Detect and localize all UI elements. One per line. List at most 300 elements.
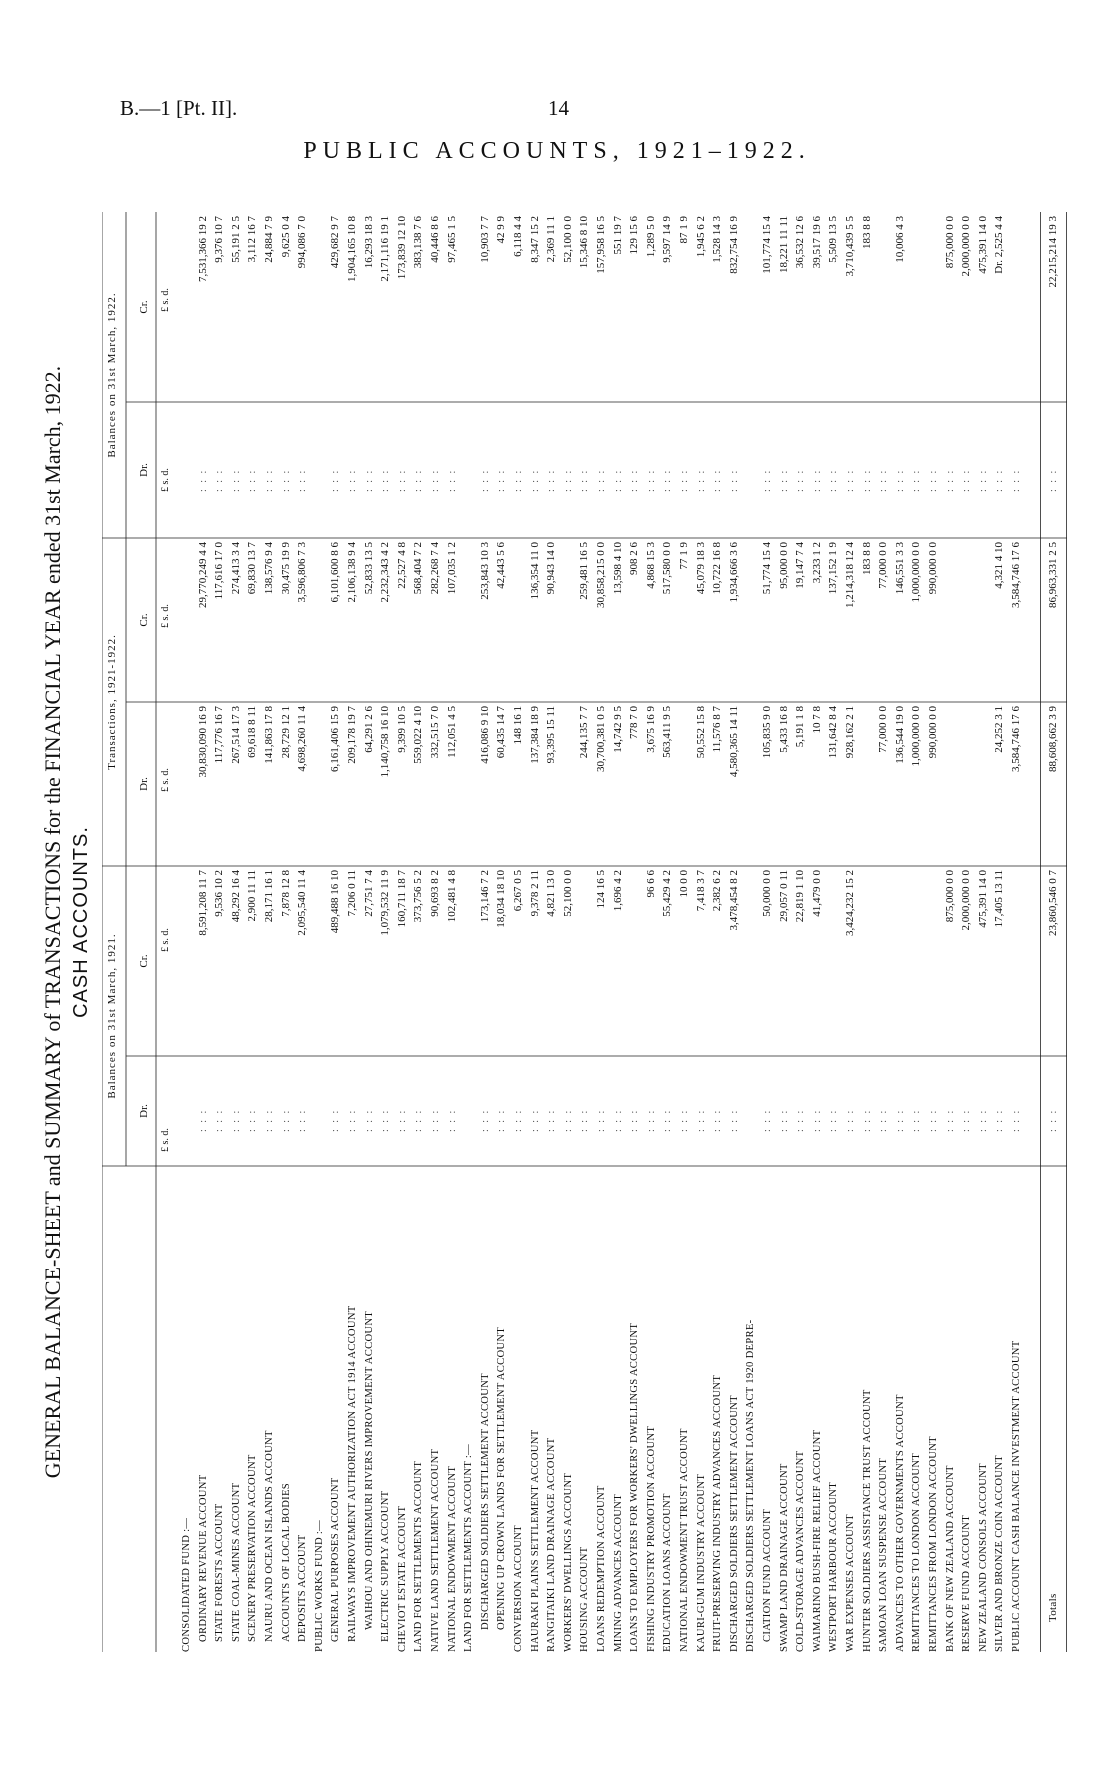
cell-b21cr: 27,751 7 4 [362, 870, 375, 917]
dr-placeholder-dots: : : : [330, 1108, 342, 1132]
dr-placeholder-dots: : : : [1047, 468, 1059, 492]
col-b21-cr: Cr. [138, 954, 150, 968]
page-title: PUBLIC ACCOUNTS, 1921–1922. [303, 138, 811, 164]
dr-placeholder-dots: : : : [629, 468, 641, 492]
dr-placeholder-dots: : : : [363, 468, 375, 492]
cell-b22cr: 42 9 9 [495, 216, 508, 244]
cell-tdr: 30,830,090 16 9 [196, 706, 209, 778]
cell-tdr: 416,086 9 10 [478, 706, 491, 764]
row-label: SWAMP LAND DRAINAGE ACCOUNT [778, 1463, 790, 1652]
dr-placeholder-dots: : : : [944, 468, 956, 492]
cell-tdr: 4,580,365 14 11 [727, 706, 740, 778]
row-label: LAND FOR SETTLEMENTS ACCOUNT [413, 1460, 425, 1652]
dr-placeholder-dots: : : : [944, 1108, 956, 1132]
cell-b22cr: 5,509 13 5 [827, 216, 840, 263]
cell-b21cr: 7,206 0 11 [346, 870, 358, 917]
cell-tdr: 990,000 0 0 [927, 706, 939, 759]
dr-placeholder-dots: : : : [845, 1108, 856, 1132]
cell-b21cr: 160,711 18 7 [395, 870, 408, 928]
cell-b21cr: 90,693 8 2 [429, 870, 441, 917]
cell-b22cr: 10,903 7 7 [478, 216, 491, 263]
row-label: RAILWAYS IMPROVEMENT AUTHORIZATION ACT 1914 ACCOUNT [347, 1305, 358, 1642]
dr-placeholder-dots: : : : [762, 468, 773, 492]
cell-tdr: 112,051 4 5 [445, 706, 458, 758]
row-label: WAR EXPENSES ACCOUNT [845, 1514, 856, 1652]
dr-placeholder-dots: : : : [712, 1108, 724, 1132]
cell-b21cr: 173,146 7 2 [478, 870, 491, 923]
cell-b21cr: 52,100 0 0 [561, 870, 574, 917]
balance-sheet-title: GENERAL BALANCE-SHEET and SUMMARY of TRANSACTIONS for the FINANCIAL YEAR ended 31st March, 1922. [40, 365, 65, 1479]
dr-placeholder-dots: : : : [762, 1108, 773, 1132]
cell-b22cr: 101,774 15 4 [761, 216, 773, 274]
cell-b21cr: 17,405 13 11 [993, 870, 1006, 928]
dr-placeholder-dots: : : : [529, 468, 541, 492]
dr-placeholder-dots: : : : [679, 468, 690, 492]
row-label: HOUSING ACCOUNT [579, 1546, 591, 1652]
dr-placeholder-dots: : : : [264, 468, 275, 492]
cell-tdr: 131,642 8 4 [827, 706, 840, 759]
dr-placeholder-dots: : : : [230, 468, 242, 492]
dr-placeholder-dots: : : : [430, 468, 441, 492]
col-trans-dr: Dr. [138, 777, 150, 791]
row-label: FISHING INDUSTRY PROMOTION ACCOUNT [645, 1425, 657, 1652]
cell-tcr: 42,443 5 6 [495, 542, 508, 589]
row-label: LAND FOR SETTLEMENTS ACCOUNT :— [463, 1443, 475, 1652]
row-label: NATIVE LAND SETTLEMENT ACCOUNT [430, 1448, 441, 1652]
cell-tcr: 517,580 0 0 [661, 542, 674, 595]
dr-placeholder-dots: : : : [546, 468, 558, 492]
row-label: HAURAKI PLAINS SETTLEMENT ACCOUNT [529, 1429, 541, 1652]
cell-tdr: 14,742 9 5 [611, 706, 624, 753]
cell-tdr: 6,161,406 15 9 [329, 706, 342, 772]
cell-b22cr: 2,171,116 19 1 [379, 216, 392, 282]
dr-placeholder-dots: : : : [513, 468, 524, 492]
cell-tcr: 95,000 0 0 [777, 542, 790, 589]
currency-b21-dr: £ s. d. [160, 1128, 171, 1152]
dr-placeholder-dots: : : : [911, 1108, 923, 1132]
dr-placeholder-dots: : : : [861, 1108, 873, 1132]
row-label: ELECTRIC SUPPLY ACCOUNT [380, 1490, 392, 1642]
row-label: ADVANCES TO OTHER GOVERNMENTS ACCOUNT [894, 1394, 906, 1652]
cell-b21cr: 475,391 14 0 [976, 870, 989, 928]
row-label: DEPOSITS ACCOUNT [297, 1534, 309, 1642]
dr-placeholder-dots: : : : [695, 1108, 707, 1132]
row-label: STATE COAL-MINES ACCOUNT [230, 1482, 242, 1642]
dr-placeholder-dots: : : : [894, 468, 906, 492]
cell-tcr: 1,934,666 3 6 [727, 542, 740, 603]
dr-placeholder-dots: : : : [911, 468, 923, 492]
row-label: CIATION FUND ACCOUNT [762, 1508, 773, 1642]
dr-placeholder-dots: : : : [446, 1108, 458, 1132]
col-b21-dr: Dr. [138, 1104, 150, 1118]
cell-tcr: 3,596,806 7 3 [296, 542, 309, 603]
row-label: SAMOAN LOAN SUSPENSE ACCOUNT [878, 1457, 890, 1652]
cell-b22cr: 1,904,165 10 8 [346, 216, 358, 282]
cell-b22cr: 9,597 14 9 [661, 216, 674, 263]
dr-placeholder-dots: : : : [811, 468, 823, 492]
dr-placeholder-dots: : : : [579, 468, 591, 492]
cell-b22cr: 183 8 8 [860, 216, 873, 249]
cell-b21cr: 8,591,208 11 7 [196, 870, 209, 936]
cell-b21cr: 124 16 5 [595, 870, 607, 909]
cell-b22cr: 129 15 6 [628, 216, 641, 255]
cell-tdr: 4,698,260 11 4 [296, 706, 309, 772]
row-label: MINING ADVANCES ACCOUNT [612, 1494, 624, 1652]
row-label: RANGITAIKI LAND DRAINAGE ACCOUNT [546, 1437, 558, 1652]
cell-tcr: 45,079 18 3 [694, 542, 707, 595]
row-label: PUBLIC WORKS FUND :— [313, 1519, 325, 1652]
cell-b21cr: 55,429 4 2 [661, 870, 674, 917]
row-label: HUNTER SOLDIERS ASSISTANCE TRUST ACCOUNT [861, 1389, 873, 1652]
cell-b21cr: 7,418 3 7 [694, 870, 707, 912]
cell-b22cr: 39,517 19 6 [810, 216, 823, 269]
dr-placeholder-dots: : : : [961, 468, 973, 492]
cell-tdr: 5,191 1 8 [794, 706, 807, 748]
cell-tcr: 77 1 9 [678, 542, 690, 570]
col-trans-cr: Cr. [138, 613, 150, 627]
cell-tdr: 244,135 7 7 [578, 706, 591, 759]
cell-b22cr: 2,000,000 0 0 [960, 216, 973, 277]
cell-tcr: 22,527 4 8 [395, 542, 408, 589]
cell-tcr: 274,413 3 4 [229, 542, 242, 595]
cell-tdr: 332,515 7 0 [429, 706, 441, 759]
cell-tcr: 51,774 15 4 [761, 542, 773, 595]
totals-label: Totals [1046, 1593, 1059, 1622]
dr-placeholder-dots: : : : [845, 468, 856, 492]
cell-tdr: 1,140,758 16 10 [379, 706, 392, 778]
cell-b21cr: 7,878 12 8 [279, 870, 292, 917]
row-label: COLD-STORAGE ADVANCES ACCOUNT [795, 1450, 807, 1652]
cell-b22cr: 87 1 9 [678, 216, 690, 244]
row-label: CHEVIOT ESTATE ACCOUNT [396, 1505, 408, 1652]
cell-tdr: 136,544 19 0 [893, 706, 906, 764]
cell-b21cr: 28,171 16 1 [263, 870, 275, 923]
dr-placeholder-dots: : : : [629, 1108, 641, 1132]
col-b22-cr: Cr. [138, 300, 150, 314]
row-label: LOANS REDEMPTION ACCOUNT [596, 1485, 607, 1652]
dr-placeholder-dots: : : : [280, 1108, 292, 1132]
cell-b21cr: 2,382 6 2 [711, 870, 724, 912]
cell-tdr: 267,514 17 3 [229, 706, 242, 764]
dr-placeholder-dots: : : : [297, 1108, 309, 1132]
cell-b22cr: 9,376 10 7 [213, 216, 226, 263]
cell-tdr: 1,000,000 0 0 [910, 706, 923, 767]
cash-accounts-heading: CASH ACCOUNTS. [70, 826, 92, 1018]
cell-b21cr: 373,756 5 2 [412, 870, 425, 923]
cell-tcr: 30,858,215 0 0 [595, 542, 607, 608]
row-label: WORKERS' DWELLINGS ACCOUNT [562, 1472, 574, 1652]
cell-tcr: 146,551 3 3 [893, 542, 906, 595]
dr-placeholder-dots: : : : [828, 1108, 840, 1132]
cell-tdr: 141,863 17 8 [263, 706, 275, 764]
dr-placeholder-dots: : : : [280, 468, 292, 492]
dr-placeholder-dots: : : : [928, 468, 939, 492]
cell-tcr: 13,598 4 10 [611, 542, 624, 595]
cell-tcr: 107,035 1 2 [445, 542, 458, 595]
dr-placeholder-dots: : : : [529, 1108, 541, 1132]
cell-b22cr: 3,112 16 7 [246, 216, 259, 263]
currency-b21-cr: £ s. d. [160, 928, 171, 952]
cell-tdr: 11,576 8 7 [711, 706, 724, 753]
cell-b21cr: 2,000,000 0 0 [960, 870, 973, 931]
cell-tcr: 30,475 19 9 [279, 542, 292, 595]
dr-placeholder-dots: : : : [230, 1108, 242, 1132]
cell-tdr: 30,700,381 0 5 [595, 706, 607, 772]
cell-b22cr: 994,086 7 0 [296, 216, 309, 269]
cell-b22cr: 36,532 12 6 [794, 216, 807, 269]
cell-tcr: 117,616 17 0 [213, 542, 226, 600]
dr-placeholder-dots: : : : [396, 468, 408, 492]
currency-trans-dr: £ s. d. [160, 768, 171, 792]
cell-tdr: 93,395 15 11 [545, 706, 558, 764]
cell-tcr: 3,584,746 17 6 [1010, 542, 1022, 608]
dr-placeholder-dots: : : : [413, 468, 425, 492]
currency-b22-dr: £ s. d. [160, 468, 171, 492]
dr-placeholder-dots: : : : [214, 1108, 226, 1132]
dr-placeholder-dots: : : : [496, 1108, 508, 1132]
dr-placeholder-dots: : : : [612, 468, 624, 492]
cell-tdr: 3,584,746 17 6 [1010, 706, 1022, 772]
dr-placeholder-dots: : : : [596, 1108, 607, 1132]
cell-b22cr: 157,958 16 5 [595, 216, 607, 274]
row-label: BANK OF NEW ZEALAND ACCOUNT [944, 1465, 956, 1652]
cell-b21cr: 41,479 0 0 [810, 870, 823, 917]
cell-tcr: 282,268 7 4 [429, 542, 441, 595]
cell-tdr: 563,411 9 5 [661, 706, 674, 758]
cell-tcr: 908 2 6 [628, 542, 641, 575]
cell-b22cr: 875,000 0 0 [943, 216, 956, 269]
cell-tcr: 6,101,600 8 6 [329, 542, 342, 603]
dr-placeholder-dots: : : : [562, 468, 574, 492]
header-reference: B.—1 [Pt. II]. [120, 96, 238, 120]
cell-b22cr: 7,531,366 19 2 [196, 216, 209, 282]
cell-b22cr: 18,221 11 11 [777, 216, 790, 273]
cell-tdr: 209,178 19 7 [346, 706, 358, 764]
dr-placeholder-dots: : : : [977, 1108, 989, 1132]
dr-placeholder-dots: : : : [264, 1108, 275, 1132]
cell-b21cr: 9,536 10 2 [213, 870, 226, 917]
cell-b21cr: 3,478,454 8 2 [727, 870, 740, 931]
currency-b22-cr: £ s. d. [160, 288, 171, 312]
cell-b22cr: 2,369 11 1 [545, 216, 558, 263]
cell-b22cr: 16,293 18 3 [362, 216, 375, 269]
cell-tcr: 10,722 16 8 [711, 542, 724, 595]
cell-b22cr: 1,528 14 3 [711, 216, 724, 263]
cell-tcr: 253,843 10 3 [478, 542, 491, 600]
total-tcr: 86,963,331 2 5 [1046, 542, 1059, 608]
total-tdr: 88,608,662 3 9 [1046, 706, 1059, 772]
cell-b22cr: 9,625 0 4 [279, 216, 292, 258]
dr-placeholder-dots: : : : [878, 468, 890, 492]
row-label: ORDINARY REVENUE ACCOUNT [197, 1474, 209, 1642]
cell-tdr: 559,022 4 10 [412, 706, 425, 764]
dr-placeholder-dots: : : : [695, 468, 707, 492]
cell-b22cr: 1,289 5 0 [644, 216, 657, 258]
cell-b22cr: 52,100 0 0 [561, 216, 574, 263]
dr-placeholder-dots: : : : [612, 1108, 624, 1132]
dr-placeholder-dots: : : : [645, 468, 657, 492]
row-label: CONVERSION ACCOUNT [513, 1525, 524, 1652]
row-label: NEW ZEALAND CONSOLS ACCOUNT [977, 1463, 989, 1652]
total-b21cr: 23,860,546 0 7 [1046, 870, 1059, 936]
cell-tdr: 10 7 8 [810, 706, 823, 734]
cell-b22cr: 429,682 9 7 [329, 216, 342, 269]
dr-placeholder-dots: : : : [197, 468, 209, 492]
group-header-1921: Balances on 31st March, 1921. [106, 933, 118, 1099]
dr-placeholder-dots: : : : [728, 468, 740, 492]
dr-placeholder-dots: : : : [645, 1108, 657, 1132]
dr-placeholder-dots: : : : [861, 468, 873, 492]
dr-placeholder-dots: : : : [363, 1108, 375, 1132]
row-label: LOANS TO EMPLOYERS FOR WORKERS' DWELLINGS ACCOUNT [629, 1322, 641, 1652]
cell-tcr: 29,770,249 4 4 [196, 542, 209, 608]
dr-placeholder-dots: : : : [214, 468, 226, 492]
dr-placeholder-dots: : : : [413, 1108, 425, 1132]
dr-placeholder-dots: : : : [396, 1108, 408, 1132]
row-label: PUBLIC ACCOUNT CASH BALANCE INVESTMENT ACCOUNT [1011, 1340, 1022, 1652]
cell-b21cr: 489,488 16 10 [329, 870, 342, 934]
cell-tdr: 64,291 2 6 [362, 706, 375, 753]
row-label: SILVER AND BRONZE COIN ACCOUNT [994, 1455, 1006, 1652]
cell-b21cr: 50,000 0 0 [761, 870, 773, 917]
cell-b22cr: 24,884 7 9 [263, 216, 275, 263]
dr-placeholder-dots: : : : [297, 468, 309, 492]
cell-tcr: 69,830 13 7 [246, 542, 259, 595]
row-label: RESERVE FUND ACCOUNT [961, 1515, 973, 1652]
cell-tcr: 90,943 14 0 [545, 542, 558, 595]
cell-tcr: 52,833 13 5 [362, 542, 375, 595]
dr-placeholder-dots: : : : [496, 468, 508, 492]
row-label: NAURU AND OCEAN ISLANDS ACCOUNT [264, 1430, 275, 1642]
row-label: REMITTANCES FROM LONDON ACCOUNT [928, 1436, 939, 1652]
cell-b21cr: 1,079,532 11 9 [379, 870, 392, 936]
cell-b21cr: 9,378 2 11 [528, 870, 541, 917]
row-label: NATIONAL ENDOWMENT ACCOUNT [446, 1465, 458, 1652]
cell-tdr: 60,435 14 7 [495, 706, 508, 759]
cell-b21cr: 2,900 11 11 [246, 870, 259, 922]
total-b22cr: 22,215,214 19 3 [1046, 216, 1059, 288]
cell-tcr: 138,576 9 4 [263, 542, 275, 595]
row-label: KAURI-GUM INDUSTRY ACCOUNT [695, 1473, 707, 1652]
cell-tcr: 136,354 11 0 [528, 542, 541, 600]
cell-tcr: 3,233 1 2 [810, 542, 823, 584]
dr-placeholder-dots: : : : [662, 468, 674, 492]
cell-b21cr: 29,057 0 11 [777, 870, 790, 922]
cell-tdr: 28,729 12 1 [279, 706, 292, 759]
row-label: DISCHARGED SOLDIERS SETTLEMENT ACCOUNT [479, 1373, 491, 1630]
col-b22-dr: Dr. [138, 463, 150, 477]
dr-placeholder-dots: : : : [679, 1108, 690, 1132]
dr-placeholder-dots: : : : [878, 1108, 890, 1132]
dr-placeholder-dots: : : : [994, 1108, 1006, 1132]
row-label: ACCOUNTS OF LOCAL BODIES [280, 1483, 292, 1642]
row-label: NATIONAL ENDOWMENT TRUST ACCOUNT [679, 1428, 690, 1652]
cell-tcr: 1,000,000 0 0 [910, 542, 923, 603]
cell-tdr: 9,399 10 5 [395, 706, 408, 753]
dr-placeholder-dots: : : : [546, 1108, 558, 1132]
cell-tcr: 19,147 7 4 [794, 542, 807, 589]
cell-tdr: 24,252 3 1 [993, 706, 1006, 753]
dr-placeholder-dots: : : : [479, 468, 491, 492]
dr-placeholder-dots: : : : [347, 468, 358, 492]
cell-b21cr: 3,424,232 15 2 [844, 870, 856, 936]
dr-placeholder-dots: : : : [247, 1108, 259, 1132]
cell-tcr: 4,868 15 3 [644, 542, 657, 589]
dr-placeholder-dots: : : : [1011, 1108, 1022, 1132]
dr-placeholder-dots: : : : [330, 468, 342, 492]
cell-tdr: 105,835 9 0 [761, 706, 773, 759]
group-header-transactions: Transactions, 1921-1922. [106, 634, 118, 770]
cell-b22cr: 383,138 7 6 [412, 216, 425, 269]
cell-tcr: 77,000 0 0 [877, 542, 890, 589]
dr-placeholder-dots: : : : [579, 1108, 591, 1132]
cell-tdr: 778 7 0 [628, 706, 641, 739]
cell-b22cr: 15,346 8 10 [578, 216, 591, 269]
dr-placeholder-dots: : : : [197, 1108, 209, 1132]
row-label: REMITTANCES TO LONDON ACCOUNT [911, 1452, 923, 1652]
dr-placeholder-dots: : : : [795, 1108, 807, 1132]
row-label: OPENING UP CROWN LANDS FOR SETTLEMENT ACCOUNT [496, 1326, 508, 1630]
cell-b22cr: Dr. 2,525 4 4 [993, 216, 1006, 274]
dr-placeholder-dots: : : : [479, 1108, 491, 1132]
cell-tcr: 2,106,138 9 4 [346, 542, 358, 603]
dr-placeholder-dots: : : : [380, 468, 392, 492]
dr-placeholder-dots: : : : [562, 1108, 574, 1132]
cell-tcr: 4,321 4 10 [993, 542, 1006, 589]
cell-tdr: 117,776 16 7 [213, 706, 226, 764]
cell-tcr: 1,214,318 12 4 [844, 542, 856, 608]
cell-tcr: 568,404 7 2 [412, 542, 425, 595]
cell-b22cr: 1,945 6 2 [694, 216, 707, 258]
row-label: DISCHARGED SOLDIERS SETTLEMENT ACCOUNT [728, 1395, 740, 1652]
cell-b21cr: 48,292 16 4 [229, 870, 242, 923]
dr-placeholder-dots: : : : [778, 468, 790, 492]
cell-tcr: 259,481 16 5 [578, 542, 591, 600]
dr-placeholder-dots: : : : [513, 1108, 524, 1132]
cell-tcr: 183 8 8 [860, 542, 873, 575]
cell-tdr: 77,000 0 0 [877, 706, 890, 753]
cell-b22cr: 475,391 14 0 [976, 216, 989, 274]
cell-b22cr: 3,710,439 5 5 [844, 216, 856, 277]
row-label: GENERAL PURPOSES ACCOUNT [330, 1477, 342, 1642]
cell-b21cr: 10 0 0 [678, 870, 690, 898]
dr-placeholder-dots: : : : [728, 1108, 740, 1132]
cell-b22cr: 173,839 12 10 [395, 216, 408, 280]
cell-tcr: 2,232,343 4 2 [379, 542, 392, 603]
cell-b21cr: 6,267 0 5 [512, 870, 524, 912]
dr-placeholder-dots: : : : [928, 1108, 939, 1132]
row-label: STATE FORESTS ACCOUNT [214, 1503, 226, 1642]
cell-b21cr: 4,821 13 0 [545, 870, 558, 917]
dr-placeholder-dots: : : : [1047, 1108, 1059, 1132]
dr-placeholder-dots: : : : [247, 468, 259, 492]
row-label: EDUCATION LOANS ACCOUNT [662, 1493, 674, 1652]
dr-placeholder-dots: : : : [380, 1108, 392, 1132]
dr-placeholder-dots: : : : [994, 468, 1006, 492]
cell-b22cr: 551 19 7 [611, 216, 624, 255]
cell-b21cr: 18,034 18 10 [495, 870, 508, 928]
row-label: SCENERY PRESERVATION ACCOUNT [247, 1454, 259, 1642]
cell-tdr: 148 16 1 [512, 706, 524, 745]
cell-tdr: 5,433 16 8 [777, 706, 790, 753]
dr-placeholder-dots: : : : [778, 1108, 790, 1132]
row-label: CONSOLIDATED FUND :— [181, 1517, 192, 1652]
dr-placeholder-dots: : : : [961, 1108, 973, 1132]
cell-b21cr: 1,696 4 2 [611, 870, 624, 912]
row-label: WAIHOU AND OHINEMURI RIVERS IMPROVEMENT ACCOUNT [363, 1310, 375, 1630]
cell-b22cr: 6,118 4 4 [512, 216, 524, 257]
dr-placeholder-dots: : : : [347, 1108, 358, 1132]
